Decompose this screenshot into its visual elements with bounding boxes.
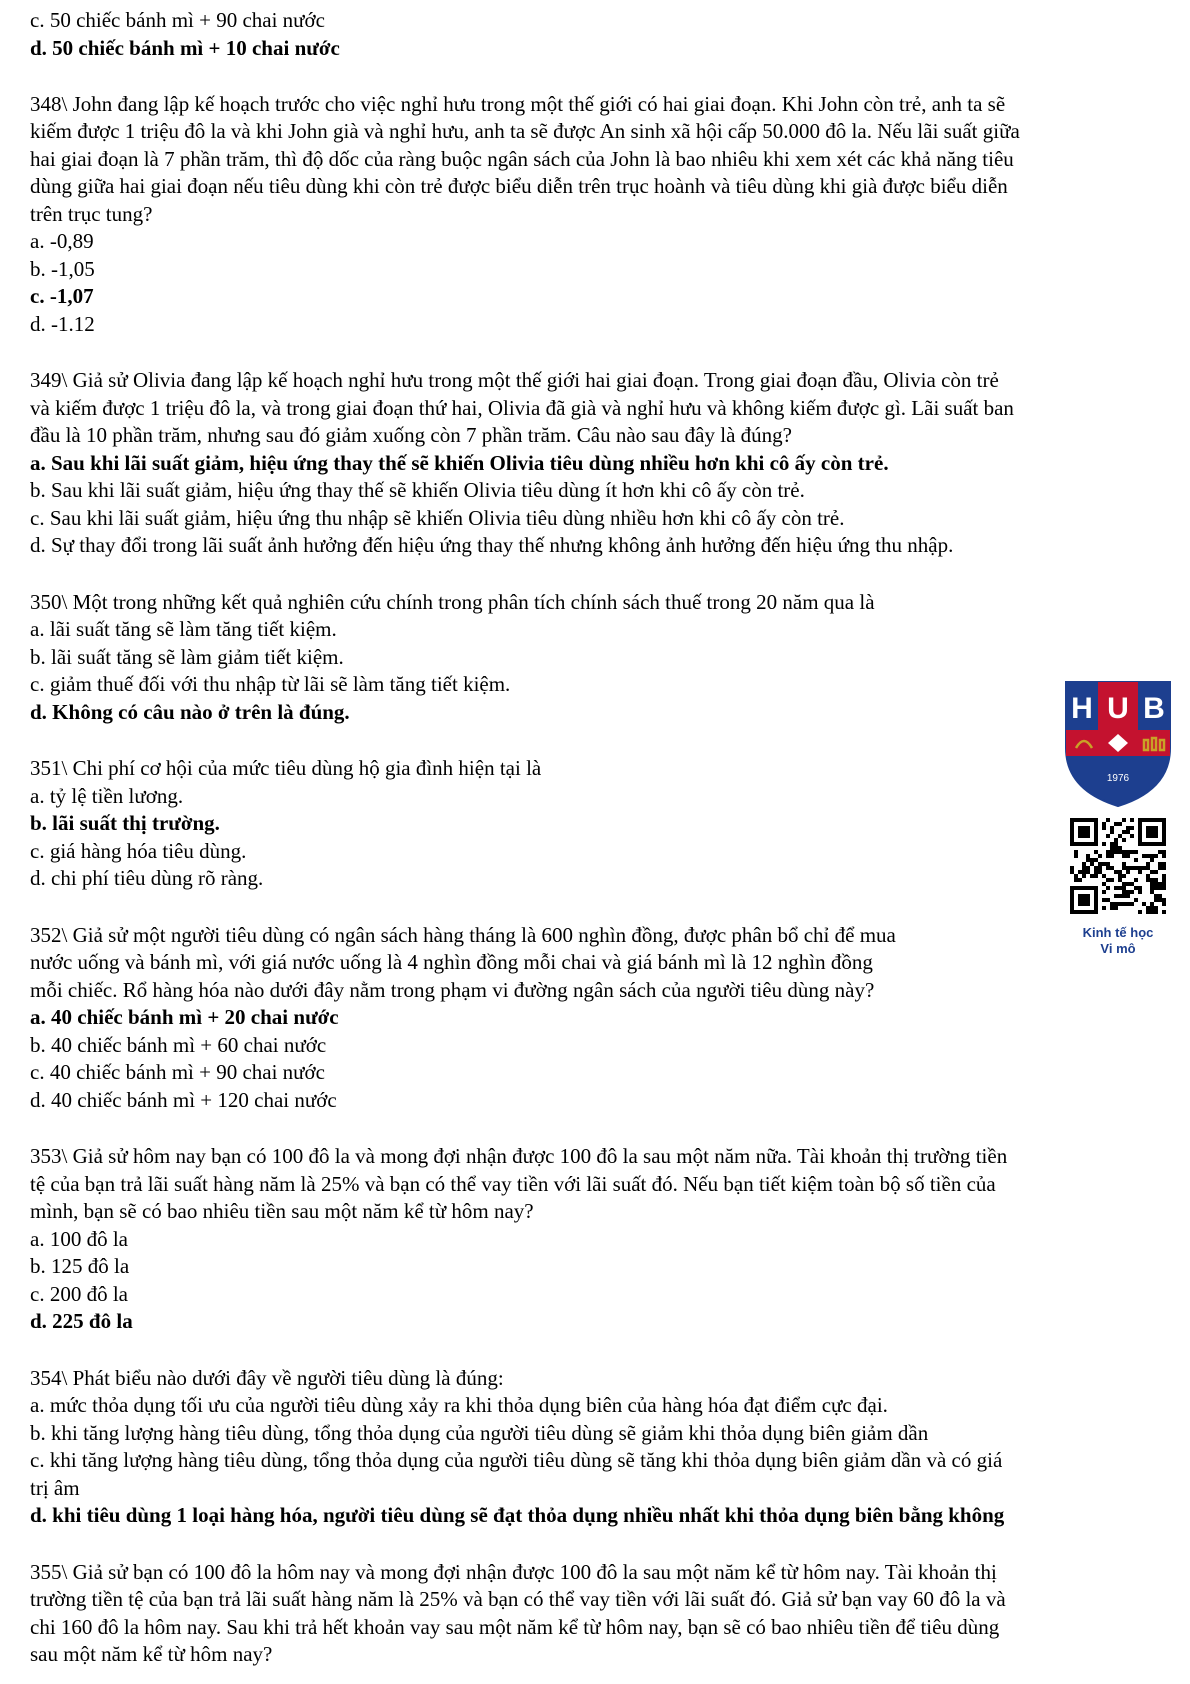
text-line: a. 100 đô la xyxy=(30,1227,128,1251)
logo-letter-b: B xyxy=(1143,692,1165,725)
text-line: b. -1,05 xyxy=(30,257,95,281)
text-line: 351\ Chi phí cơ hội của mức tiêu dùng hộ gia đình hiện tại là xyxy=(30,756,542,780)
logo-letter-u: U xyxy=(1107,692,1129,725)
text-line: c. giá hàng hóa tiêu dùng. xyxy=(30,839,247,863)
text-line: d. khi tiêu dùng 1 loại hàng hóa, người tiêu dùng sẽ đạt thỏa dụng nhiều nhất khi thỏa dụng biên bằng không xyxy=(30,1503,1005,1527)
logo-year: 1976 xyxy=(1106,773,1130,784)
text-line: chi 160 đô la hôm nay. Sau khi trả hết khoản vay sau một năm kể từ hôm nay, bạn sẽ có bao nhiêu tiền để tiêu dùng xyxy=(30,1615,1000,1639)
text-line: 350\ Một trong những kết quả nghiên cứu chính trong phân tích chính sách thuế trong 20 năm qua là xyxy=(30,590,875,614)
text-line: 348\ John đang lập kế hoạch trước cho việc nghỉ hưu trong một thế giới có hai giai đoạn. Khi John còn trẻ, anh ta sẽ xyxy=(30,92,1006,116)
text-line: trị âm xyxy=(30,1476,80,1500)
text-line: b. 125 đô la xyxy=(30,1254,130,1278)
text-line: trên trục tung? xyxy=(30,202,153,226)
text-line: 352\ Giả sử một người tiêu dùng có ngân sách hàng tháng là 600 nghìn đồng, được phân bổ chỉ để mua xyxy=(30,923,896,947)
text-line: b. 40 chiếc bánh mì + 60 chai nước xyxy=(30,1033,327,1057)
text-line: c. 40 chiếc bánh mì + 90 chai nước xyxy=(30,1060,325,1084)
text-line: tệ của bạn trả lãi suất hàng năm là 25% và bạn có thể vay tiền với lãi suất đó. Nếu bạn tiết kiệm toàn bộ số tiền của xyxy=(30,1172,996,1196)
text-line: 354\ Phát biểu nào dưới đây về người tiêu dùng là đúng: xyxy=(30,1366,504,1390)
text-line: a. -0,89 xyxy=(30,229,94,253)
text-line: đầu là 10 phần trăm, nhưng sau đó giảm xuống còn 7 phần trăm. Câu nào sau đây là đúng? xyxy=(30,423,792,447)
text-line: d. -1.12 xyxy=(30,312,95,336)
text-line: a. mức thỏa dụng tối ưu của người tiêu dùng xảy ra khi thỏa dụng biên của hàng hóa đạt điểm cực đại. xyxy=(30,1393,888,1417)
text-line: 349\ Giả sử Olivia đang lập kế hoạch nghỉ hưu trong một thế giới hai giai đoạn. Trong giai đoạn đầu, Olivia còn trẻ xyxy=(30,368,999,392)
text-line: b. Sau khi lãi suất giảm, hiệu ứng thay thế sẽ khiến Olivia tiêu dùng ít hơn khi cô ấy còn trẻ. xyxy=(30,478,805,502)
sidebar-caption-line1: Kinh tế học xyxy=(1082,925,1154,940)
text-line: dùng giữa hai giai đoạn nếu tiêu dùng khi còn trẻ được biểu diễn trên trục hoành và tiêu dùng khi già được biểu diễn xyxy=(30,174,1008,198)
hub-logo xyxy=(1062,678,1174,810)
text-line: d. 50 chiếc bánh mì + 10 chai nước xyxy=(30,36,340,60)
text-line: mỗi chiếc. Rổ hàng hóa nào dưới đây nằm trong phạm vi đường ngân sách của người tiêu dùng này? xyxy=(30,978,875,1002)
qr-code-icon xyxy=(1070,818,1166,914)
text-line: a. Sau khi lãi suất giảm, hiệu ứng thay thế sẽ khiến Olivia tiêu dùng nhiều hơn khi cô ấy còn trẻ. xyxy=(30,451,889,475)
text-line: c. giảm thuế đối với thu nhập từ lãi sẽ làm tăng tiết kiệm. xyxy=(30,672,511,696)
text-line: hai giai đoạn là 7 phần trăm, thì độ dốc của ràng buộc ngân sách của John là bao nhiêu khi xem xét các khả năng tiêu xyxy=(30,147,1014,171)
sidebar-caption-line2: Vi mô xyxy=(1100,941,1136,956)
text-line: kiếm được 1 triệu đô la và khi John già và nghỉ hưu, anh ta sẽ được An sinh xã hội cấp 50.000 đô la. Nếu lãi suất giữa xyxy=(30,119,1020,143)
text-line: c. Sau khi lãi suất giảm, hiệu ứng thu nhập sẽ khiến Olivia tiêu dùng nhiều hơn khi cô ấy còn trẻ. xyxy=(30,506,845,530)
text-line: 355\ Giả sử bạn có 100 đô la hôm nay và mong đợi nhận được 100 đô la sau một năm kể từ hôm nay. Tài khoản thị xyxy=(30,1560,997,1584)
text-line: b. khi tăng lượng hàng tiêu dùng, tổng thỏa dụng của người tiêu dùng sẽ giảm khi thỏa dụng biên giảm dần xyxy=(30,1421,929,1445)
text-line: 353\ Giả sử hôm nay bạn có 100 đô la và mong đợi nhận được 100 đô la sau một năm nữa. Tài khoản thị trường tiền xyxy=(30,1144,1008,1168)
text-line: b. lãi suất thị trường. xyxy=(30,811,220,835)
logo-letter-h: H xyxy=(1071,692,1093,725)
text-line: b. lãi suất tăng sẽ làm giảm tiết kiệm. xyxy=(30,645,344,669)
text-line: d. Không có câu nào ở trên là đúng. xyxy=(30,700,350,724)
text-line: d. 225 đô la xyxy=(30,1309,133,1333)
text-line: trường tiền tệ của bạn trả lãi suất hàng năm là 25% và bạn có thể vay tiền với lãi suất đó. Giả sử bạn vay 60 đô la và xyxy=(30,1587,1006,1611)
sidebar-caption xyxy=(1058,925,1178,957)
text-line: c. -1,07 xyxy=(30,284,94,308)
text-line: a. lãi suất tăng sẽ làm tăng tiết kiệm. xyxy=(30,617,337,641)
text-line: d. chi phí tiêu dùng rõ ràng. xyxy=(30,866,264,890)
text-line: a. 40 chiếc bánh mì + 20 chai nước xyxy=(30,1005,339,1029)
text-line: d. 40 chiếc bánh mì + 120 chai nước xyxy=(30,1088,337,1112)
text-line: và kiếm được 1 triệu đô la, và trong giai đoạn thứ hai, Olivia đã già và nghỉ hưu và không kiếm được gì. Lãi suất ban xyxy=(30,396,1014,420)
text-line: c. khi tăng lượng hàng tiêu dùng, tổng thỏa dụng của người tiêu dùng sẽ tăng khi thỏa dụng biên giảm dần và có giá xyxy=(30,1448,1003,1472)
text-line: nước uống và bánh mì, với giá nước uống là 4 nghìn đồng mỗi chai và giá bánh mì là 12 nghìn đồng xyxy=(30,950,873,974)
text-line: c. 200 đô la xyxy=(30,1282,128,1306)
text-line: a. tỷ lệ tiền lương. xyxy=(30,784,184,808)
text-line: mình, bạn sẽ có bao nhiêu tiền sau một năm kể từ hôm nay? xyxy=(30,1199,534,1223)
text-line: c. 50 chiếc bánh mì + 90 chai nước xyxy=(30,8,325,32)
text-line: d. Sự thay đổi trong lãi suất ảnh hưởng đến hiệu ứng thay thế nhưng không ảnh hưởng đến hiệu ứng thu nhập. xyxy=(30,533,954,557)
text-line: sau một năm kể từ hôm nay? xyxy=(30,1642,273,1666)
